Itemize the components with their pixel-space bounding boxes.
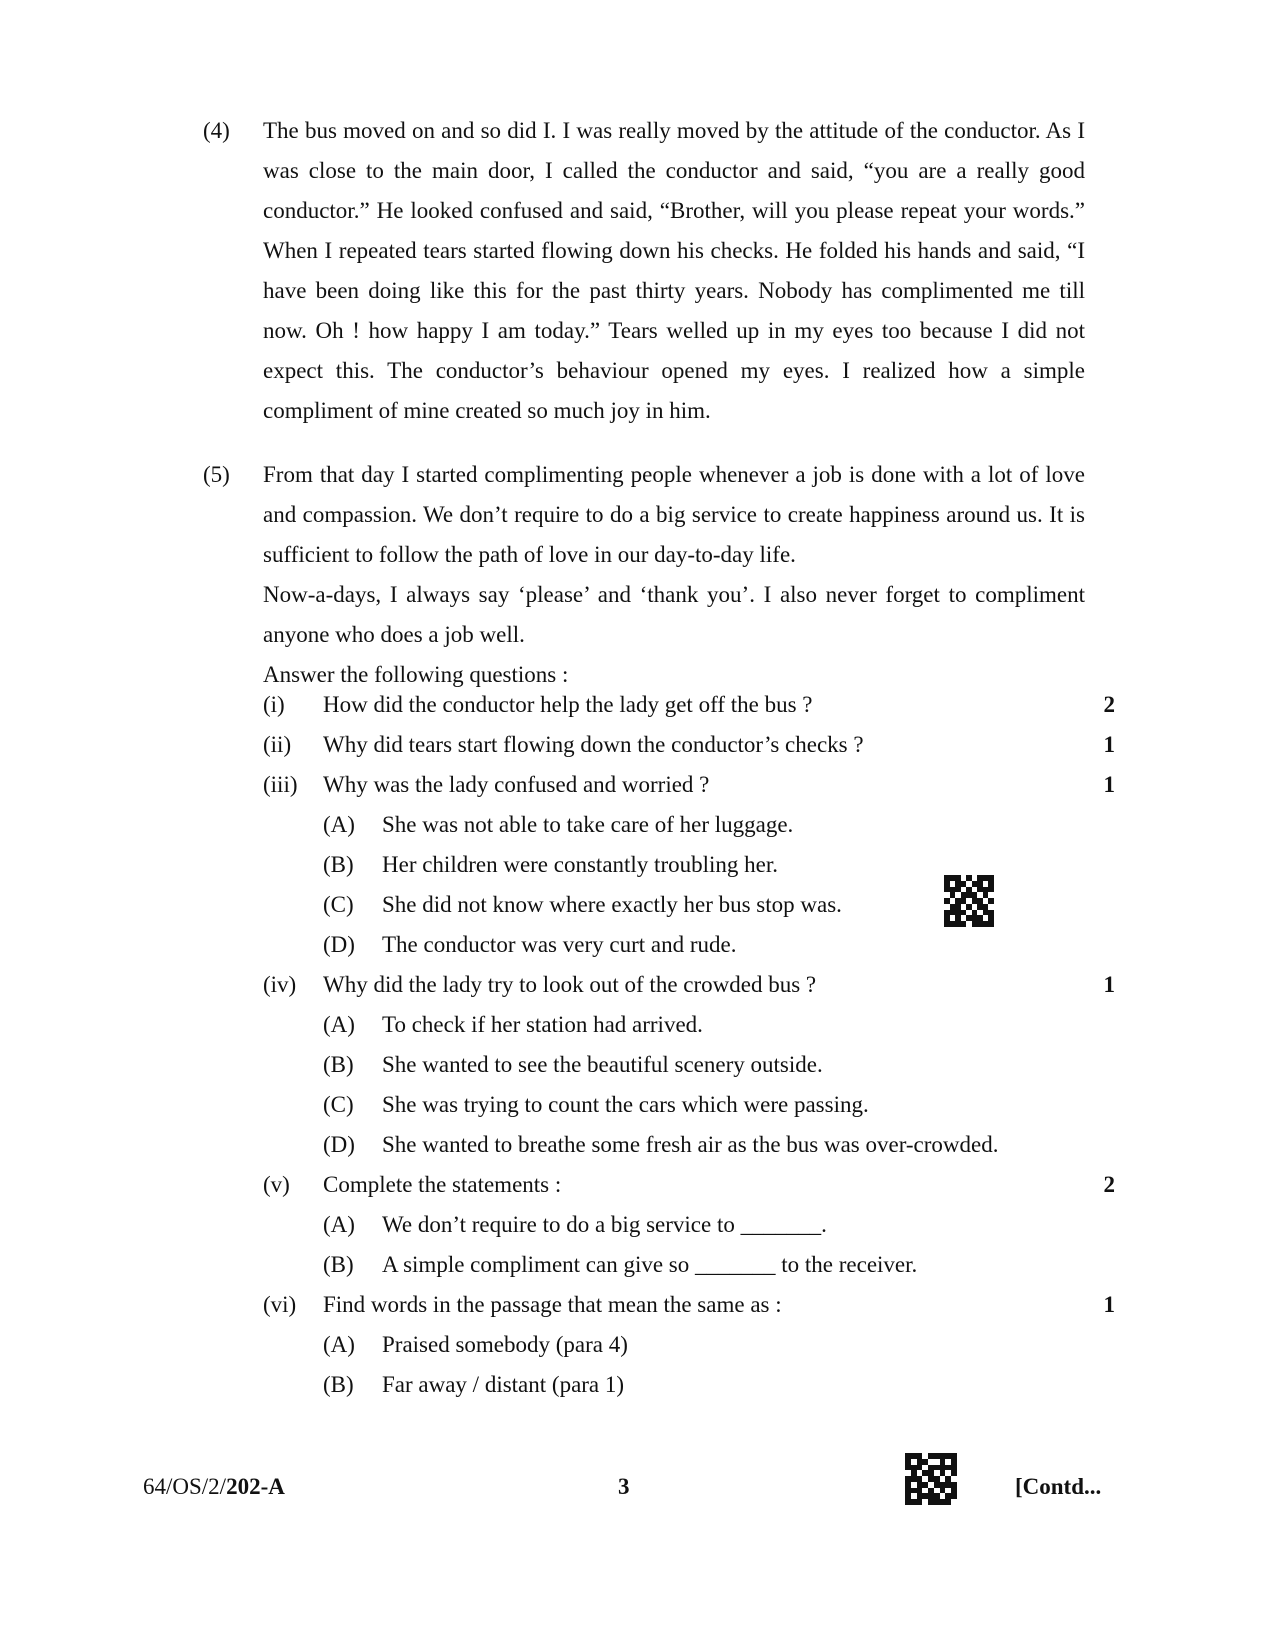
question-number: (v) (263, 1172, 290, 1197)
question-text: Complete the statements : (323, 1172, 562, 1197)
paragraph-text: Now-a-days, I always say ‘please’ and ‘thank you’. I also never forget to compliment anyone who does a job well. (263, 582, 1085, 647)
option-label: (B) (323, 1252, 354, 1277)
option-row (263, 925, 1115, 965)
question-number: (iii) (263, 772, 298, 797)
paragraph-text: From that day I started complimenting people whenever a job is done with a lot of love and compassion. We don’t require to do a big service to create happiness around us. It is sufficient to follow the path of love in our day-to-day life. (263, 462, 1085, 567)
option-text: We don’t require to do a big service to _______. (382, 1212, 827, 1237)
question-text: How did the conductor help the lady get off the bus ? (323, 692, 813, 717)
question-row (263, 1165, 1115, 1205)
option-text: A simple compliment can give so _______ to the receiver. (382, 1252, 918, 1277)
paragraph-5 (203, 455, 1085, 695)
question-number: (ii) (263, 732, 292, 757)
option-label: (C) (323, 892, 354, 917)
question-text: Find words in the passage that mean the same as : (323, 1292, 782, 1317)
option-text: She wanted to see the beautiful scenery outside. (382, 1052, 823, 1077)
option-text: She was not able to take care of her luggage. (382, 812, 794, 837)
question-marks: 1 (1103, 732, 1115, 757)
question-marks: 1 (1103, 772, 1115, 797)
question-row (263, 765, 1115, 805)
option-text: The conductor was very curt and rude. (382, 932, 737, 957)
option-row (263, 1045, 1115, 1085)
option-label: (D) (323, 1132, 355, 1157)
question-text: Why did tears start flowing down the conductor’s checks ? (323, 732, 864, 757)
question-number: (i) (263, 692, 285, 717)
qr-code-icon (905, 1453, 957, 1505)
option-label: (D) (323, 932, 355, 957)
option-row (263, 1125, 1115, 1165)
contd-label: [Contd... (1015, 1474, 1102, 1499)
option-row (263, 1325, 1115, 1365)
option-text: She did not know where exactly her bus stop was. (382, 892, 842, 917)
instruction-text: Answer the following questions : (263, 662, 569, 687)
option-row (263, 805, 1115, 845)
paragraph-text: The bus moved on and so did I. I was really moved by the attitude of the conductor. As I was close to the main door, I called the conductor and said, “you are a really good conductor.” He looked confused and said, “Brother, will you please repeat your words.” When I repeated tears started flowing down his checks. He folded his hands and said, “I have been doing like this for the past thirty years. Nobody has complimented me till now. Oh ! how happy I am today.” Tears welled up in my eyes too because I did not expect this. The conductor’s behaviour opened my eyes. I realized how a simple compliment of mine created so much joy in him. (263, 118, 1085, 423)
option-row (263, 1365, 1115, 1405)
option-text: She was trying to count the cars which were passing. (382, 1092, 869, 1117)
option-text: To check if her station had arrived. (382, 1012, 703, 1037)
option-row (263, 1085, 1115, 1125)
page-number: 3 (618, 1474, 630, 1499)
paragraph-number: (5) (203, 462, 230, 487)
question-row (263, 685, 1115, 725)
option-label: (B) (323, 1372, 354, 1397)
question-row (263, 725, 1115, 765)
question-marks: 1 (1103, 972, 1115, 997)
paper-code (143, 1472, 285, 1502)
option-row (263, 1205, 1115, 1245)
option-label: (A) (323, 812, 355, 837)
option-text: Her children were constantly troubling her. (382, 852, 778, 877)
qr-code-icon (944, 875, 994, 927)
question-marks: 1 (1103, 1292, 1115, 1317)
question-number: (vi) (263, 1292, 297, 1317)
question-list (263, 685, 1115, 1405)
option-row (263, 1245, 1115, 1285)
option-label: (A) (323, 1012, 355, 1037)
paper-code-bold: 202-A (226, 1474, 285, 1499)
option-label: (C) (323, 1092, 354, 1117)
option-label: (A) (323, 1212, 355, 1237)
question-row (263, 1285, 1115, 1325)
paragraph-4 (203, 111, 1085, 431)
question-row (263, 965, 1115, 1005)
option-text: Far away / distant (para 1) (382, 1372, 625, 1397)
option-row (263, 1005, 1115, 1045)
paragraph-number: (4) (203, 118, 230, 143)
option-label: (A) (323, 1332, 355, 1357)
paper-code-prefix: 64/OS/2/ (143, 1474, 227, 1499)
question-text: Why did the lady try to look out of the crowded bus ? (323, 972, 817, 997)
option-label: (B) (323, 852, 354, 877)
option-label: (B) (323, 1052, 354, 1077)
question-number: (iv) (263, 972, 297, 997)
question-text: Why was the lady confused and worried ? (323, 772, 710, 797)
question-marks: 2 (1103, 1172, 1115, 1197)
question-marks: 2 (1103, 692, 1115, 717)
option-text: Praised somebody (para 4) (382, 1332, 628, 1357)
option-text: She wanted to breathe some fresh air as the bus was over-crowded. (382, 1132, 999, 1157)
